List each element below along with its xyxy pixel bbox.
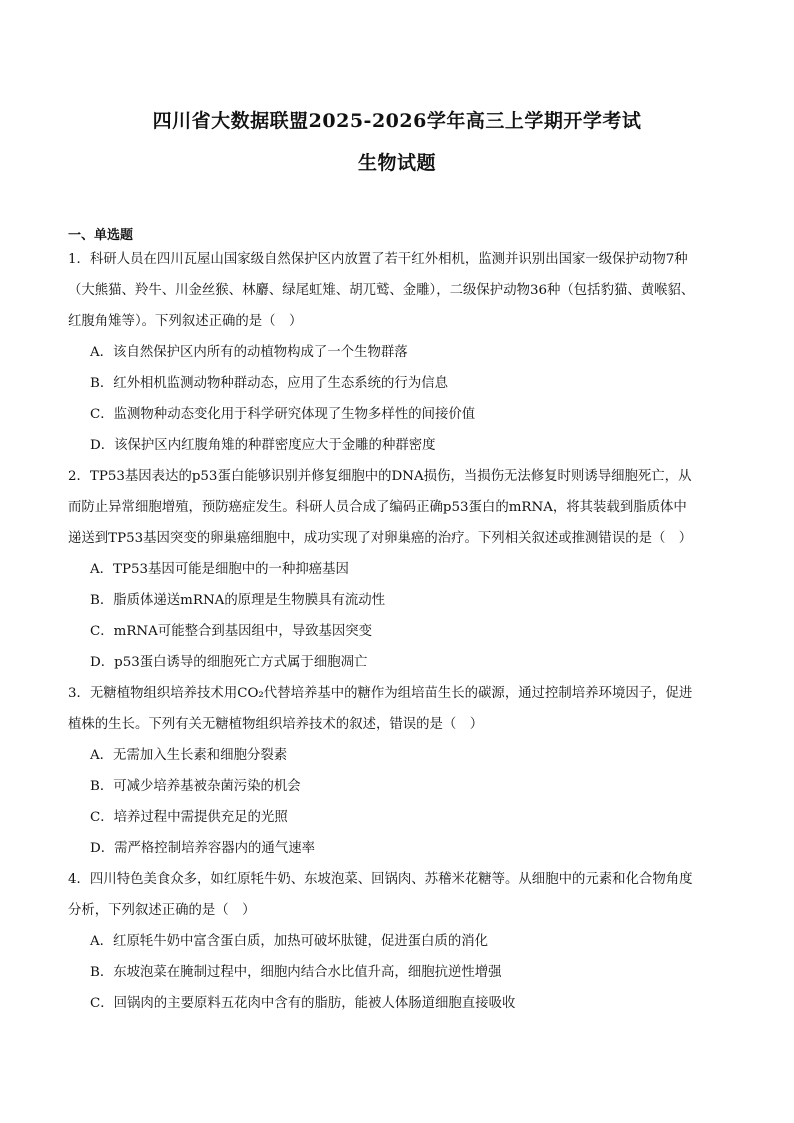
stem-line: 递送到TP53基因突变的卵巢癌细胞中，成功实现了对卵巢癌的治疗。下列相关叙述或推测错误的是（ ） xyxy=(68,531,693,546)
option-d: D．该保护区内红腹角雉的种群密度应大于金雕的种群密度 xyxy=(90,438,436,453)
question-stem xyxy=(68,244,726,337)
option-b: B．东坡泡菜在腌制过程中，细胞内结合水比值升高，细胞抗逆性增强 xyxy=(90,965,502,980)
option-a: A．TP53基因可能是细胞中的一种抑癌基因 xyxy=(90,562,349,577)
question-1 xyxy=(68,244,726,461)
option-a: A．红原牦牛奶中富含蛋白质，加热可破坏肽键，促进蛋白质的消化 xyxy=(90,934,488,949)
question-4 xyxy=(68,864,726,1019)
stem-line: 分析，下列叙述正确的是（ ） xyxy=(68,903,256,918)
question-stem xyxy=(68,864,726,926)
option-b: B．脂质体递送mRNA的原理是生物膜具有流动性 xyxy=(90,593,386,608)
option-c: C．mRNA可能整合到基因组中，导致基因突变 xyxy=(90,624,373,639)
stem-line: 而防止异常细胞增殖，预防癌症发生。科研人员合成了编码正确p53蛋白的mRNA，将其装载到脂质体中 xyxy=(68,500,687,515)
exam-subtitle: 生物试题 xyxy=(357,152,436,174)
question-stem xyxy=(68,678,726,740)
exam-title: 四川省大数据联盟2025-2026学年高三上学期开学考试 xyxy=(152,110,642,132)
option-c: C．回锅肉的主要原料五花肉中含有的脂肪，能被人体肠道细胞直接吸收 xyxy=(90,996,516,1011)
question-2 xyxy=(68,461,726,678)
option-b: B．可减少培养基被杂菌污染的机会 xyxy=(90,779,301,794)
option-a: A．该自然保护区内所有的动植物构成了一个生物群落 xyxy=(90,345,408,360)
stem-line: 4．四川特色美食众多，如红原牦牛奶、东坡泡菜、回锅肉、苏稽米花糖等。从细胞中的元素和化合物角度 xyxy=(68,872,693,887)
question-list xyxy=(68,244,726,1019)
option-c: C．培养过程中需提供充足的光照 xyxy=(90,810,288,825)
stem-line: （大熊猫、羚牛、川金丝猴、林麝、绿尾虹雉、胡兀鹫、金雕），二级保护动物36种（包括豹猫、黄喉貂、 xyxy=(68,283,695,298)
option-b: B．红外相机监测动物种群动态，应用了生态系统的行为信息 xyxy=(90,376,448,391)
stem-line: 植株的生长。下列有关无糖植物组织培养技术的叙述，错误的是（ ） xyxy=(68,717,484,732)
option-a: A．无需加入生长素和细胞分裂素 xyxy=(90,748,288,763)
option-d: D．需严格控制培养容器内的通气速率 xyxy=(90,841,315,856)
option-d: D．p53蛋白诱导的细胞死亡方式属于细胞凋亡 xyxy=(90,655,368,670)
stem-line: 2．TP53基因表达的p53蛋白能够识别并修复细胞中的DNA损伤，当损伤无法修复时则诱导细胞死亡，从 xyxy=(68,469,692,484)
question-stem xyxy=(68,461,726,554)
stem-line: 1．科研人员在四川瓦屋山国家级自然保护区内放置了若干红外相机，监测并识别出国家一级保护动物7种 xyxy=(68,252,688,267)
section-heading: 一、单选题 xyxy=(68,228,134,243)
stem-line: 3．无糖植物组织培养技术用CO₂代替培养基中的糖作为组培苗生长的碳源，通过控制培养环境因子，促进 xyxy=(68,686,693,701)
option-c: C．监测物种动态变化用于科学研究体现了生物多样性的间接价值 xyxy=(90,407,476,422)
question-3 xyxy=(68,678,726,864)
stem-line: 红腹角雉等）。下列叙述正确的是（ ） xyxy=(68,314,303,329)
